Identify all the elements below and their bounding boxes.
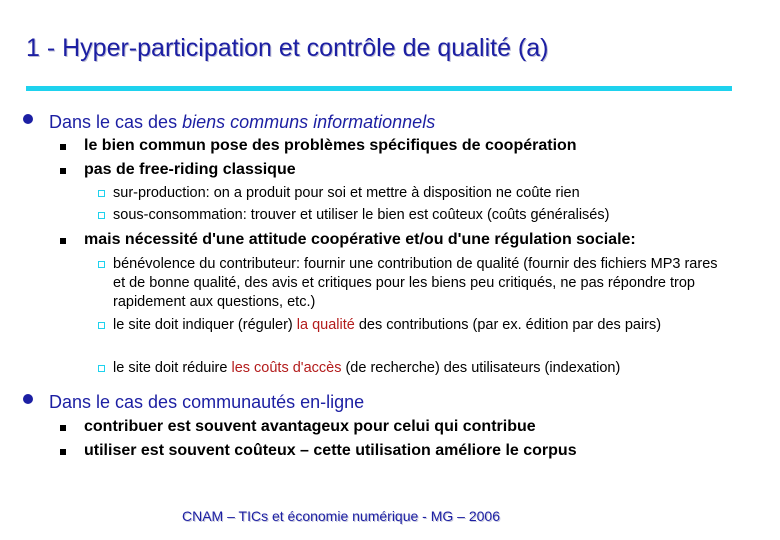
sub-bullet [98, 322, 105, 329]
sub-b-2-highlight: la qualité [296, 317, 355, 333]
section-1-point-2: pas de free-riding classique [84, 161, 296, 178]
main-bullet-2 [23, 394, 33, 404]
sub-b-3-highlight: les coûts d'accès [231, 360, 342, 376]
section-1-sub-b-2 [113, 316, 725, 335]
section-1-heading [49, 112, 435, 133]
section-1-sub-a-1: sur-production: on a produit pour soi et mettre à disposition ne coûte rien [113, 185, 580, 201]
sub-bullet [98, 190, 105, 197]
section-1-point-1: le bien commun pose des problèmes spécifiques de coopération [84, 137, 577, 154]
section-1-heading-prefix: Dans le cas des [49, 112, 183, 132]
square-bullet [60, 168, 66, 174]
section-1-sub-b-3 [113, 359, 725, 378]
square-bullet [60, 144, 66, 150]
sub-b-3-text-end: (de recherche) des utilisateurs (indexation) [341, 360, 621, 376]
sub-bullet [98, 365, 105, 372]
title-underline [26, 86, 732, 91]
section-1-sub-a-2: sous-consommation: trouver et utiliser le bien est coûteux (coûts généralisés) [113, 207, 610, 223]
sub-bullet [98, 261, 105, 268]
sub-b-2-text-end: des contributions (par ex. édition par des pairs) [354, 317, 662, 333]
square-bullet [60, 238, 66, 244]
sub-b-2-text: le site doit indiquer (réguler) [113, 317, 297, 333]
section-1-sub-b-1: bénévolence du contributeur: fournir une contribution de qualité (fournir des fichiers MP3 rares et de bonne qualité, des avis et critiques pour les biens peu critiqués, ne pas répondre trop rapidement aux questions, etc.) [113, 256, 718, 310]
section-1-heading-italic: biens communs informationnels [182, 112, 436, 132]
square-bullet [60, 449, 66, 455]
slide-footer: CNAM – TICs et économie numérique - MG – 2006 [182, 508, 500, 524]
sub-bullet [98, 212, 105, 219]
slide-title: 1 - Hyper-participation et contrôle de qualité (a) [26, 34, 549, 62]
section-1-point-3: mais nécessité d'une attitude coopérative et/ou d'une régulation sociale: [84, 231, 636, 248]
section-2-heading: Dans le cas des communautés en-ligne [49, 392, 365, 412]
section-2-point-1: contribuer est souvent avantageux pour celui qui contribue [84, 418, 536, 435]
section-2-point-2: utiliser est souvent coûteux – cette utilisation améliore le corpus [84, 442, 577, 459]
square-bullet [60, 425, 66, 431]
sub-b-3-text: le site doit réduire [113, 360, 232, 376]
main-bullet-1 [23, 114, 33, 124]
